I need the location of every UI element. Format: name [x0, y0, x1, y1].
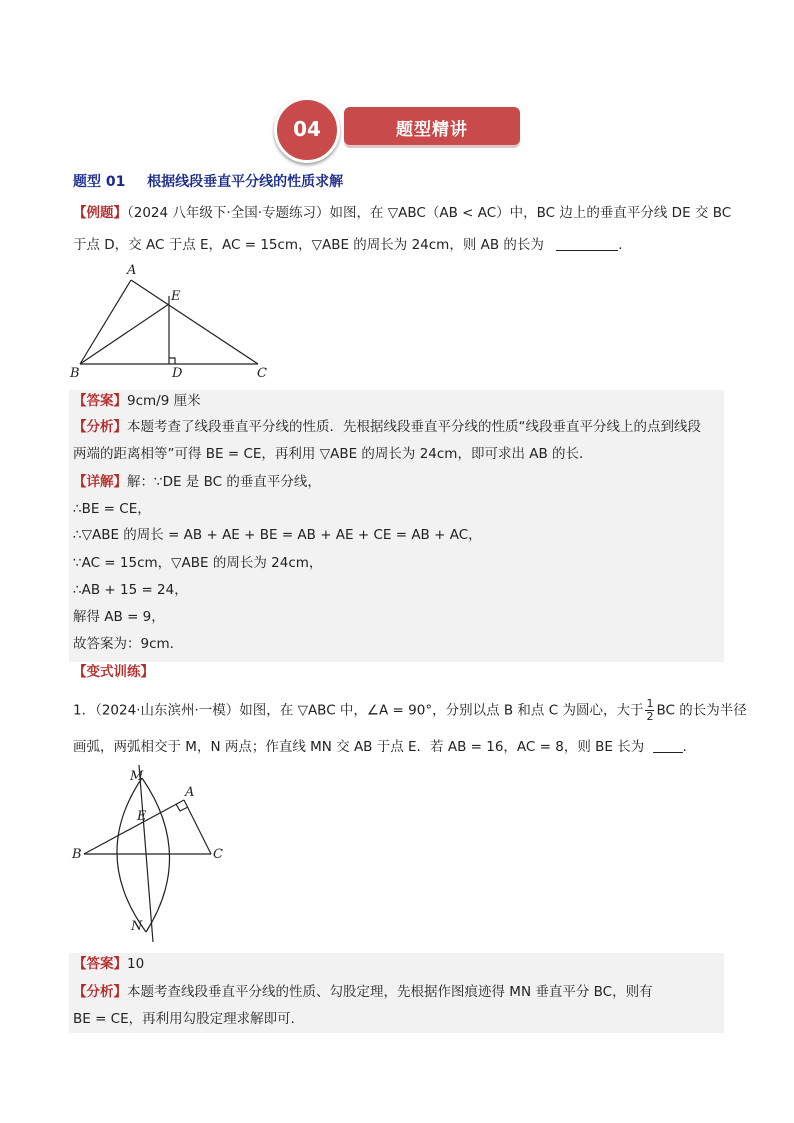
example-line-1 [73, 203, 731, 223]
practice-analysis-1: 【分析】本题考查线段垂直平分线的性质、勾股定理，先根据作图痕迹得 MN 垂直平分 BC，则有 [73, 984, 653, 1000]
triangle-figure [60, 260, 280, 385]
right-angle-mark [169, 358, 175, 364]
label-b: B [70, 366, 80, 381]
label-a: A [185, 785, 195, 800]
answer-blank [556, 250, 618, 251]
label-d: D [172, 366, 183, 381]
example-analysis-1: 【分析】本题考查了线段垂直平分线的性质．先根据线段垂直平分线的性质“线段垂直平分线上的点到线段 [73, 419, 701, 435]
section-label: 题型 01 [73, 174, 126, 190]
label-e: E [171, 289, 181, 304]
badge-circle [274, 97, 340, 163]
label-c: C [257, 366, 267, 381]
example-detail-2: ∴BE = CE， [73, 501, 151, 517]
section-badge [272, 97, 522, 159]
example-detail-1: 【详解】解：∵DE 是 BC 的垂直平分线， [73, 474, 321, 490]
segment-ac [184, 800, 211, 854]
label-a: A [127, 263, 137, 278]
practice-answer: 【答案】10 [73, 956, 145, 972]
construction-figure [60, 760, 240, 950]
segment-ac [131, 280, 258, 364]
label-e: E [137, 809, 147, 824]
example-answer-value: 9cm/9 厘米 [127, 393, 201, 409]
practice-question-2: 画弧，两弧相交于 M，N 两点；作直线 MN 交 AB 于点 E．若 AB = 16，AC = 8，则 BE 长为 . [73, 739, 687, 755]
practice-question-1: 1．（2024·山东滨州·一模）如图，在 ▽ABC 中，∠A = 90°，分别以点 B 和点 C 为圆心，大于 $\frac{1}{2}$ BC 的长为半径 [73, 697, 747, 723]
example-tag: 【例题】 [73, 205, 127, 221]
badge-number: 04 [293, 117, 321, 141]
example-answer: 【答案】9cm/9 厘米 [73, 393, 201, 409]
example-detail-7: 故答案为：9cm． [73, 636, 184, 652]
example-analysis-2: 两端的距离相等”可得 BE = CE，再利用 ▽ABE 的周长为 24cm，即可求出 AB 的长． [73, 446, 593, 462]
practice-answer-blank [653, 752, 683, 753]
example-text-2: 于点 D，交 AC 于点 E，AC = 15cm，▽ABE 的周长为 24cm，则 AB 的长为 [73, 237, 544, 253]
practice-answer-value: 10 [127, 956, 145, 972]
example-line-2: 于点 D，交 AC 于点 E，AC = 15cm，▽ABE 的周长为 24cm，则 AB 的长为 . [73, 237, 623, 253]
fraction-half: $\frac{1}{2}$ [646, 697, 654, 723]
section-title: 根据线段垂直平分线的性质求解 [147, 174, 344, 190]
example-text-1: （2024 八年级下·全国·专题练习）如图，在 ▽ABC（AB < AC）中，BC 边上的垂直平分线 DE 交 BC [127, 205, 732, 221]
segment-ab [80, 280, 131, 364]
example-detail-4: ∵AC = 15cm，▽ABE 的周长为 24cm， [73, 555, 323, 571]
label-c: C [213, 847, 223, 862]
example-detail-3: ∴▽ABE 的周长 = AB + AE + BE = AB + AE + CE = AB + AC， [73, 527, 482, 543]
label-b: B [72, 847, 82, 862]
label-m: M [130, 769, 144, 784]
badge-title: 题型精讲 [396, 120, 468, 140]
badge-banner [344, 107, 520, 145]
example-detail-6: 解得 AB = 9， [73, 609, 165, 625]
example-detail-5: ∴AB + 15 = 24， [73, 582, 188, 598]
section-heading [73, 172, 343, 192]
practice-tag: 【变式训练】 [73, 664, 154, 680]
segment-be [80, 304, 169, 364]
practice-analysis-2: BE = CE，再利用勾股定理求解即可． [73, 1011, 305, 1027]
label-n: N [131, 919, 143, 934]
